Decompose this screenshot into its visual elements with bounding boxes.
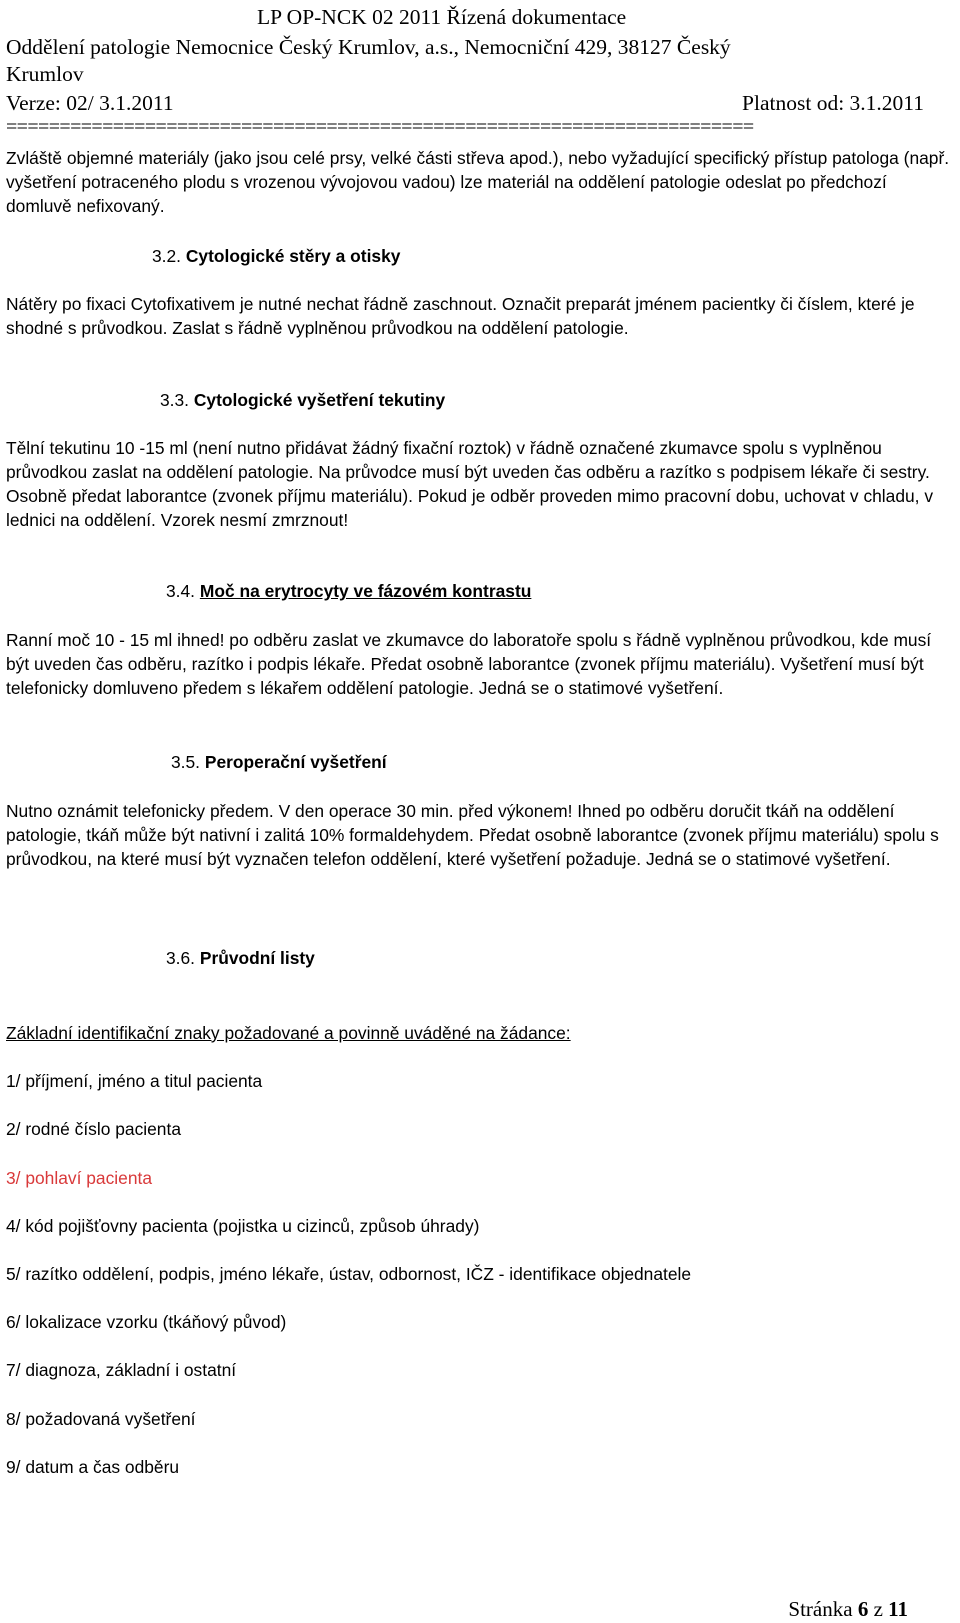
header-separator: ====================================================================== [6, 120, 754, 132]
intro-paragraph: Zvláště objemné materiály (jako jsou celé prsy, velké části střeva apod.), nebo vyžadující specifický přístup patologa (např. vyšetření potraceného plodu s vrozenou vývojovou vadou) lze materiál na oddělení patologie odeslat po předchozí domluvě nefixovaný. [6, 148, 950, 216]
section-number: 3.4. [166, 581, 196, 601]
section-title: Peroperační vyšetření [204, 752, 387, 772]
requirement-item: 7/ diagnoza, základní i ostatní [6, 1360, 237, 1380]
page-number [788, 1597, 908, 1621]
section-heading [160, 388, 445, 412]
version-label: Verze: 02/ 3.1.2011 [6, 91, 174, 115]
department-address-city: Krumlov [6, 62, 84, 86]
requirement-item: 6/ lokalizace vzorku (tkáňový původ) [6, 1312, 287, 1332]
section-heading [171, 750, 387, 774]
requirement-item: 9/ datum a čas odběru [6, 1457, 180, 1477]
section-number: 3.6. [166, 948, 196, 968]
section-number: 3.2. [152, 246, 182, 266]
section-title: Průvodní listy [199, 948, 315, 968]
current-page: 6 [857, 1597, 869, 1621]
section-paragraph: Nutno oznámit telefonicky předem. V den operace 30 min. před výkonem! Ihned po odběru doručit tkáň na oddělení patologie, tkáň může být nativní i zalitá 10% formaldehydem. Předat osobně laborantce (zvonek příjmu materiálu) spolu s průvodkou, na které musí být vyznačen telefon oddělení, které vyšetření požaduje. Jedná se o statimové vyšetření. [6, 801, 939, 869]
section-heading [166, 579, 531, 603]
section-heading [166, 946, 315, 970]
section-number: 3.3. [160, 390, 190, 410]
requirement-item-highlighted: 3/ pohlaví pacienta [6, 1168, 152, 1188]
requirements-heading: Základní identifikační znaky požadované a povinně uváděné na žádance: [6, 1023, 571, 1043]
section-title: Cytologické stěry a otisky [185, 246, 401, 266]
requirement-item: 5/ razítko oddělení, podpis, jméno lékaře, ústav, odbornost, IČZ - identifikace objednatele [6, 1264, 692, 1284]
page-of: z [873, 1597, 883, 1621]
section-paragraph: Nátěry po fixaci Cytofixativem je nutné nechat řádně zaschnout. Označit preparát jménem pacientky či číslem, které je shodné s průvodkou. Zaslat s řádně vyplněnou průvodkou na oddělení patologie. [6, 294, 915, 338]
section-title: Cytologické vyšetření tekutiny [193, 390, 446, 410]
requirement-item: 2/ rodné číslo pacienta [6, 1119, 181, 1139]
requirement-item: 4/ kód pojišťovny pacienta (pojistka u cizinců, způsob úhrady) [6, 1216, 480, 1236]
page-label: Stránka [788, 1597, 853, 1621]
section-heading [152, 244, 400, 268]
validity-label: Platnost od: 3.1.2011 [742, 91, 924, 115]
department-address: Oddělení patologie Nemocnice Český Krumlov, a.s., Nemocniční 429, 38127 Český [6, 35, 731, 59]
section-title: Moč na erytrocyty ve fázovém kontrastu [199, 581, 532, 601]
requirement-item: 1/ příjmení, jméno a titul pacienta [6, 1071, 263, 1091]
total-pages: 11 [888, 1597, 908, 1621]
section-paragraph: Tělní tekutinu 10 -15 ml (není nutno přidávat žádný fixační roztok) v řádně označené zkumavce spolu s vyplněnou průvodkou zaslat na oddělení patologie. Na průvodce musí být uveden čas odběru a razítko s podpisem lékaře či sestry. Osobně předat laborantce (zvonek příjmu materiálu). Pokud je odběr proveden mimo pracovní dobu, uchovat v chladu, v lednici na oddělení. Vzorek nesmí zmrznout! [6, 438, 934, 530]
section-paragraph: Ranní moč 10 - 15 ml ihned! po odběru zaslat ve zkumavce do laboratoře spolu s řádně vyplněnou průvodkou, kde musí být uveden čas odběru, razítko i podpis lékaře. Předat osobně laborantce (zvonek příjmu materiálu). Vyšetření musí být telefonicky domluveno předem s lékařem oddělení patologie. Jedná se o statimové vyšetření. [6, 630, 932, 698]
requirement-item: 8/ požadovaná vyšetření [6, 1409, 196, 1429]
doc-control-title: LP OP-NCK 02 2011 Řízená dokumentace [257, 5, 627, 29]
section-number: 3.5. [171, 752, 201, 772]
